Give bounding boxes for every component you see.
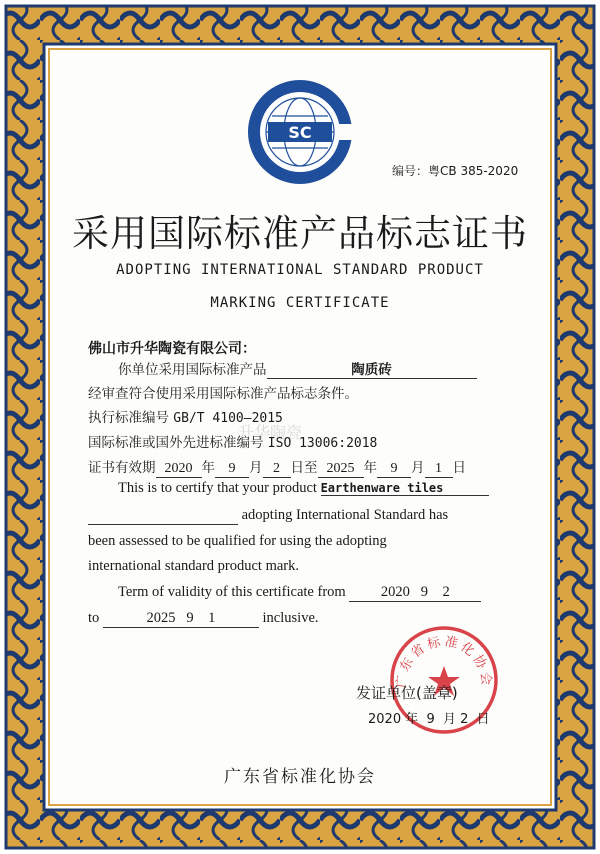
from-year: 2020 bbox=[156, 461, 202, 478]
cn-line2: 经审查符合使用采用国际标准产品标志条件。 bbox=[88, 386, 358, 402]
title-english-line2: MARKING CERTIFICATE bbox=[210, 295, 390, 311]
en-p2: adopting International Standard has bbox=[241, 507, 449, 523]
year-char: 年 bbox=[201, 460, 215, 476]
day-char: 日 bbox=[452, 460, 466, 476]
en-to-line bbox=[88, 610, 319, 628]
to-month: 9 bbox=[377, 461, 411, 478]
validity-label: 证书有效期 bbox=[88, 460, 156, 476]
to-char: 日至 bbox=[290, 460, 318, 476]
code-label: 编号： bbox=[392, 164, 429, 178]
from-day: 2 bbox=[263, 461, 291, 478]
cn-line1-prefix: 你单位采用国际标准产品 bbox=[118, 362, 267, 378]
en-term: Term of validity of this certificate from bbox=[118, 584, 346, 600]
en-blank bbox=[88, 507, 238, 525]
en-to: 2025 9 1 bbox=[103, 610, 259, 628]
en-line1 bbox=[118, 480, 489, 497]
en-inclusive: inclusive. bbox=[262, 610, 319, 626]
seal-text: 广东省标准化协会 bbox=[394, 634, 494, 689]
title-english-line1: ADOPTING INTERNATIONAL STANDARD PRODUCT bbox=[116, 262, 484, 278]
cn-line1 bbox=[118, 358, 477, 379]
title-chinese: 采用国际标准产品标志证书 bbox=[72, 212, 528, 255]
to-year: 2025 bbox=[318, 461, 364, 478]
intl-standard-line bbox=[88, 431, 377, 451]
issuer-label: 发证单位(盖章) bbox=[356, 684, 458, 702]
intl-value: ISO 13006:2018 bbox=[267, 436, 378, 451]
en-p4: international standard product mark. bbox=[88, 558, 299, 574]
en-line2 bbox=[88, 507, 448, 525]
year-char-2: 年 bbox=[363, 460, 377, 476]
code-value: 粤CB 385-2020 bbox=[428, 164, 519, 178]
issue-date: 2020 年 9 月 2 日 bbox=[368, 712, 490, 727]
logo-letters: SC bbox=[288, 123, 312, 142]
intl-label: 国际标准或国外先进标准编号 bbox=[88, 435, 264, 451]
watermark: 升华陶瓷 bbox=[238, 423, 303, 442]
month-char: 月 bbox=[249, 460, 263, 476]
en-from: 2020 9 2 bbox=[349, 584, 481, 602]
product-cn: 陶质砖 bbox=[267, 358, 477, 379]
product-en: Earthenware tiles bbox=[321, 481, 489, 496]
en-p3: been assessed to be qualified for using the adopting bbox=[88, 533, 387, 549]
en-term-line bbox=[118, 584, 481, 602]
validity-line bbox=[88, 456, 466, 478]
en-p1: This is to certify that your product bbox=[118, 480, 317, 496]
from-month: 9 bbox=[215, 461, 249, 478]
month-char-2: 月 bbox=[411, 460, 425, 476]
company-name: 佛山市升华陶瓷有限公司： bbox=[88, 341, 256, 357]
en-to-label: to bbox=[88, 610, 100, 626]
to-day: 1 bbox=[425, 461, 453, 478]
issuer-name: 广东省标准化协会 bbox=[224, 767, 376, 787]
csc-logo bbox=[246, 78, 354, 186]
std-value: GB/T 4100—2015 bbox=[173, 411, 283, 426]
certificate-number bbox=[392, 162, 518, 179]
std-label: 执行标准编号 bbox=[88, 410, 169, 426]
